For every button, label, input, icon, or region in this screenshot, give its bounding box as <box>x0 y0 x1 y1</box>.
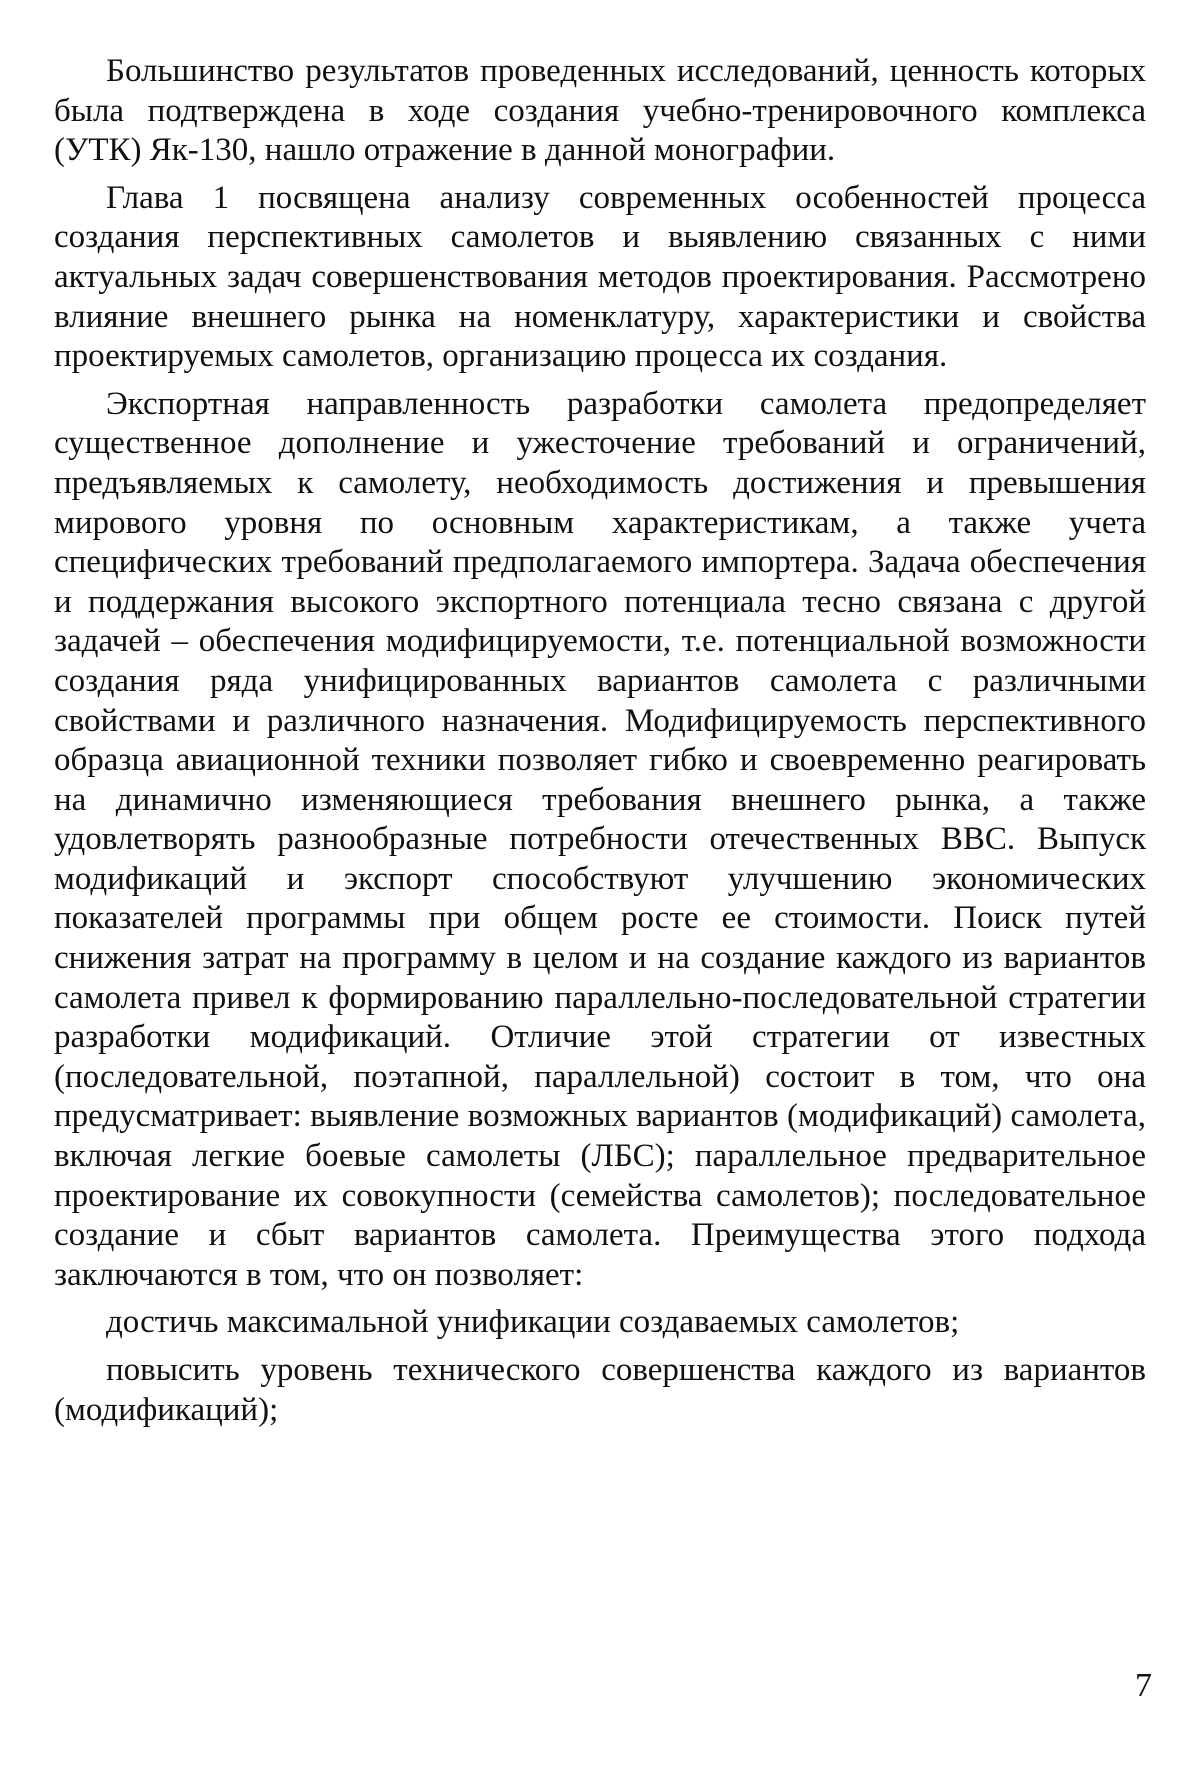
paragraph-1: Большинство результатов проведенных исследований, ценность которых была подтверждена в ходе создания учебно-тренировочного комплекса (УТК) Як-130, нашло отражение в данной монографии. <box>54 53 1146 169</box>
paragraph-2: Глава 1 посвящена анализу современных особенностей процесса создания перспективных самолетов и выявлению связанных с ними актуальных задач совершенствования методов проектирования. Рассмотрено влияние внешнего рынка на номенклатуру, характеристики и свойства проектируемых самолетов, организацию процесса их создания. <box>54 179 1146 375</box>
list-item-1: достичь максимальной унификации создаваемых самолетов; <box>106 1304 960 1341</box>
paragraph-3: Экспортная направленность разработки самолета предопределяет существенное дополнение и ужесточение требований и ограничений, предъявляемых к самолету, необходимость достижения и превышения мирового уровня по основным характеристикам, а также учета специфических требований предполагаемого импортера. Задача обеспечения и поддержания высокого экспортного потенциала тесно связана с другой задачей – обеспечения модифицируемости, т.е. потенциальной возможности создания ряда унифицированных вариантов самолета с различными свойствами и различного назначения. Модифицируемость перспективного образца авиационной техники позволяет гибко и своевременно реагировать на динамично изменяющиеся требования внешнего рынка, а также удовлетворять разнообразные потребности отечественных ВВС. Выпуск модификаций и экспорт способствуют улучшению экономических показателей программы при общем росте ее стоимости. Поиск путей снижения затрат на программу в целом и на создание каждого из вариантов самолета привел к формированию параллельно-последовательной стратегии разработки модификаций. Отличие этой стратегии от известных (последовательной, поэтапной, параллельной) состоит в том, что она предусматривает: выявление возможных вариантов (модификаций) самолета, включая легкие боевые самолеты (ЛБС); параллельное предварительное проектирование их совокупности (семейства самолетов); последовательное создание и сбыт вариантов самолета. Преимущества этого подхода заключаются в том, что он позволяет: <box>54 385 1146 1293</box>
page-number: 7 <box>1135 1667 1152 1704</box>
list-item-2: повысить уровень технического совершенства каждого из вариантов (модификаций); <box>54 1352 1146 1428</box>
page-body <box>54 52 1146 1438</box>
